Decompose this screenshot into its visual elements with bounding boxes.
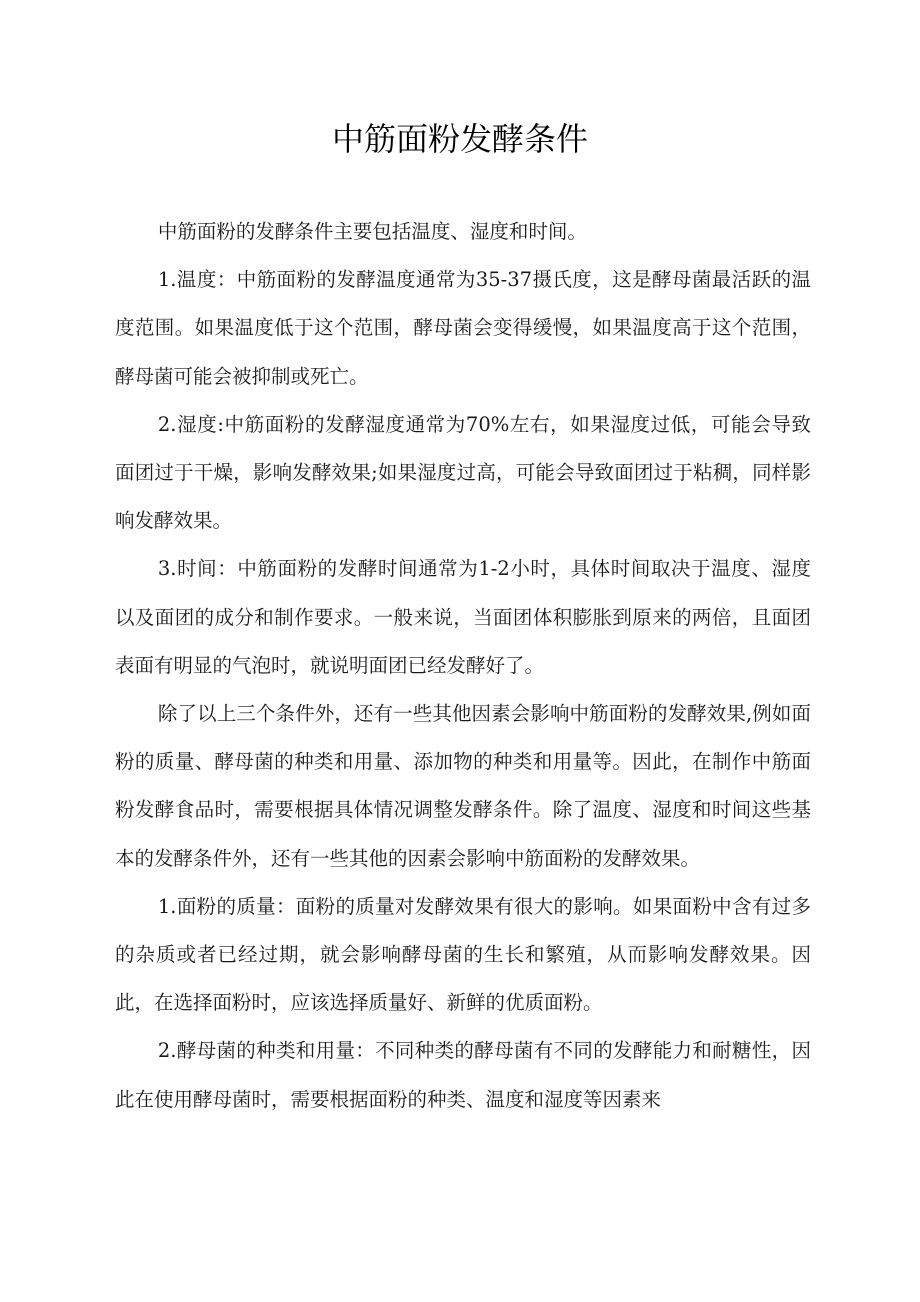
paragraph-other-factors: 除了以上三个条件外，还有一些其他因素会影响中筋面粉的发酵效果,例如面粉的质量、酵母菌的种类和用量、添加物的种类和用量等。因此，在制作中筋面粉发酵食品时，需要根据具体情况调整发酵条件。除了温度、湿度和时间这些基本的发酵条件外，还有一些其他的因素会影响中筋面粉的发酵效果。 [115,702,811,870]
paragraph-temperature: 1.温度：中筋面粉的发酵温度通常为35-37摄氏度，这是酵母菌最活跃的温度范围。如果温度低于这个范围，酵母菌会变得缓慢，如果温度高于这个范围，酵母菌可能会被抑制或死亡。 [115,268,811,388]
paragraph-time: 3.时间：中筋面粉的发酵时间通常为1-2小时，具体时间取决于温度、湿度以及面团的成分和制作要求。一般来说，当面团体积膨胀到原来的两倍，且面团表面有明显的气泡时，就说明面团已经发酵好了。 [115,557,811,677]
paragraph-intro: 中筋面粉的发酵条件主要包括温度、湿度和时间。 [157,220,587,243]
paragraph-yeast-type: 2.酵母菌的种类和用量：不同种类的酵母菌有不同的发酵能力和耐糖性，因此在使用酵母菌时，需要根据面粉的种类、温度和湿度等因素来 [115,1039,811,1111]
document-title: 中筋面粉发酵条件 [331,120,588,158]
paragraph-flour-quality: 1.面粉的质量：面粉的质量对发酵效果有很大的影响。如果面粉中含有过多的杂质或者已经过期，就会影响酵母菌的生长和繁殖，从而影响发酵效果。因此，在选择面粉时，应该选择质量好、新鲜的优质面粉。 [115,894,811,1015]
paragraph-humidity: 2.湿度:中筋面粉的发酵湿度通常为70%左右，如果湿度过低，可能会导致面团过于干燥，影响发酵效果;如果湿度过高，可能会导致面团过于粘稠，同样影响发酵效果。 [115,412,811,533]
document-body [115,208,811,1124]
